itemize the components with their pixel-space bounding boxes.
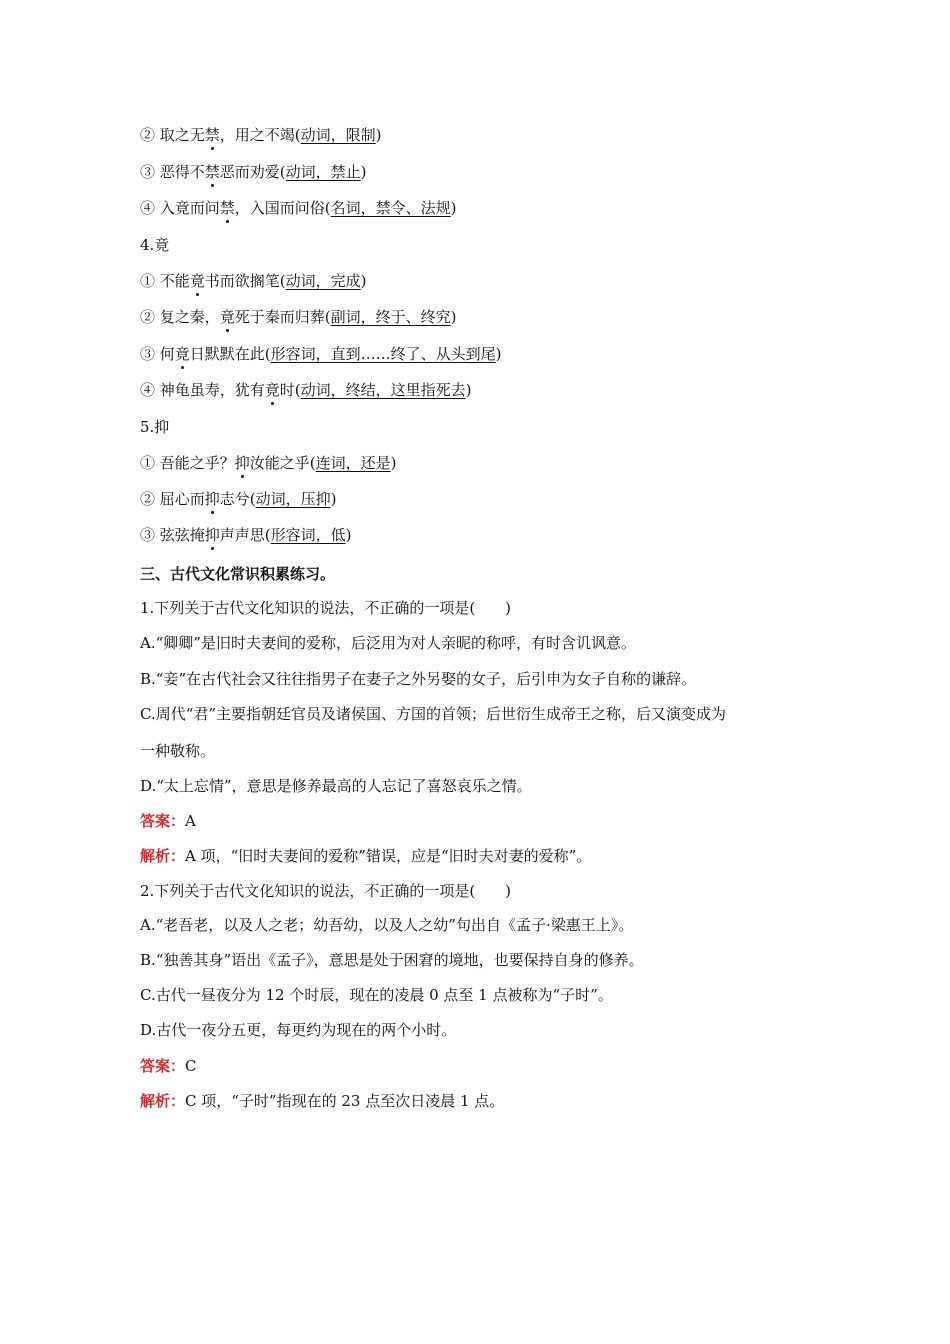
entry-jin-4 [140,197,457,219]
definition: 动词，禁止 [285,163,361,181]
q1-stem: 1.下列关于古代文化知识的说法，不正确的一项是( ) [140,599,512,617]
analysis-label: 解析： [140,1092,186,1110]
entry-jing-4 [140,379,472,401]
q1-answer [140,810,196,832]
heading-jing: 4.竟 [140,236,170,254]
entry-text: ③ 何 [140,345,175,363]
key-character: 禁 [219,199,235,217]
entry-text: ① 不能 [140,272,190,290]
definition: 名词，禁令、法规 [330,199,451,217]
entry-text: ① 吾能之乎？ [140,454,235,472]
entry-text: 时( [279,381,301,399]
entry-text: ② 复之秦， [140,308,220,326]
key-character: 禁 [204,163,220,181]
close-paren: ) [345,526,352,544]
entry-jin-3 [140,161,367,183]
q2-analysis [140,1090,504,1112]
entry-yi-2 [140,488,337,510]
entry-yi-3 [140,524,352,546]
answer-value: C [185,1057,197,1075]
entry-jing-3 [140,343,502,365]
definition: 连词，还是 [315,454,391,472]
close-paren: ) [360,163,367,181]
section-title: 三、古代文化常识积累练习。 [140,565,336,583]
q2-option-b: B.“独善其身”语出《孟子》，意思是处于困窘的境地，也要保持自身的修养。 [140,951,644,969]
entry-text: ④ 入竟而问 [140,199,220,217]
close-paren: ) [465,381,472,399]
analysis-label: 解析： [140,847,186,865]
key-character: 抑 [234,454,250,472]
q2-answer [140,1055,197,1077]
definition: 动词，压抑 [255,490,331,508]
entry-text: 恶而劝爱( [219,163,286,181]
definition: 动词，限制 [300,126,376,144]
entry-text: 日默默在此( [189,345,271,363]
answer-label: 答案： [140,1057,186,1075]
definition: 形容词，直到……终了、从头到尾 [270,345,496,363]
key-character: 竟 [264,381,280,399]
entry-jing-2 [140,306,457,328]
definition: 形容词，低 [270,526,346,544]
close-paren: ) [375,126,382,144]
close-paren: ) [390,454,397,472]
entry-yi-1 [140,452,397,474]
q1-option-b: B.“妾”在古代社会又往往指男子在妻子之外另娶的女子，后引申为女子自称的谦辞。 [140,670,697,688]
key-character: 禁 [204,126,220,144]
q1-option-d: D.“太上忘情”，意思是修养最高的人忘记了喜怒哀乐之情。 [140,777,532,795]
analysis-text: C 项，“子时”指现在的 23 点至次日凌晨 1 点。 [185,1092,505,1110]
answer-value: A [185,812,196,830]
entry-text: ，入国而问俗( [234,199,331,217]
q2-option-a: A.“老吾老，以及人之老；幼吾幼，以及人之幼”句出自《孟子·梁惠王上》。 [140,916,634,934]
close-paren: ) [450,199,457,217]
entry-text: ③ 恶得不 [140,163,205,181]
entry-text: 声声思( [219,526,271,544]
analysis-text: A 项，“旧时夫妻间的爱称”错误，应是“旧时夫对妻的爱称”。 [185,847,592,865]
q2-option-d: D.古代一夜分五更，每更约为现在的两个小时。 [140,1021,457,1039]
entry-text: ③ 弦弦掩 [140,526,205,544]
q2-option-c: C.古代一昼夜分为 12 个时辰，现在的凌晨 0 点至 1 点被称为“子时”。 [140,986,613,1004]
answer-label: 答案： [140,812,186,830]
key-character: 抑 [204,526,220,544]
q1-option-a: A.“卿卿”是旧时夫妻间的爱称，后泛用为对人亲昵的称呼，有时含讥讽意。 [140,634,636,652]
entry-text: ④ 神龟虽寿，犹有 [140,381,265,399]
heading-yi: 5.抑 [140,418,170,436]
close-paren: ) [360,272,367,290]
entry-text: ② 取之无 [140,126,205,144]
definition: 副词，终于、终究 [330,308,451,326]
close-paren: ) [495,345,502,363]
entry-text: 志兮( [219,490,256,508]
key-character: 竟 [219,308,235,326]
close-paren: ) [450,308,457,326]
definition: 动词，完成 [285,272,361,290]
entry-text: ② 屈心而 [140,490,205,508]
key-character: 抑 [204,490,220,508]
q1-option-c: C.周代“君”主要指朝廷官员及诸侯国、方国的首领；后世衍生成帝王之称，后又演变成为 [140,705,727,723]
key-character: 竟 [189,272,205,290]
close-paren: ) [330,490,337,508]
entry-text: 汝能之乎( [249,454,316,472]
entry-jin-2 [140,124,382,146]
q1-option-c-cont: 一种敬称。 [140,742,216,760]
entry-text: ，用之不竭( [219,126,301,144]
entry-text: 书而欲搁笔( [204,272,286,290]
definition: 动词，终结，这里指死去 [300,381,466,399]
entry-jing-1 [140,270,367,292]
entry-text: 死于秦而归葬( [234,308,331,326]
q2-stem: 2.下列关于古代文化知识的说法，不正确的一项是( ) [140,882,512,900]
key-character: 竟 [174,345,190,363]
q1-analysis [140,845,591,867]
